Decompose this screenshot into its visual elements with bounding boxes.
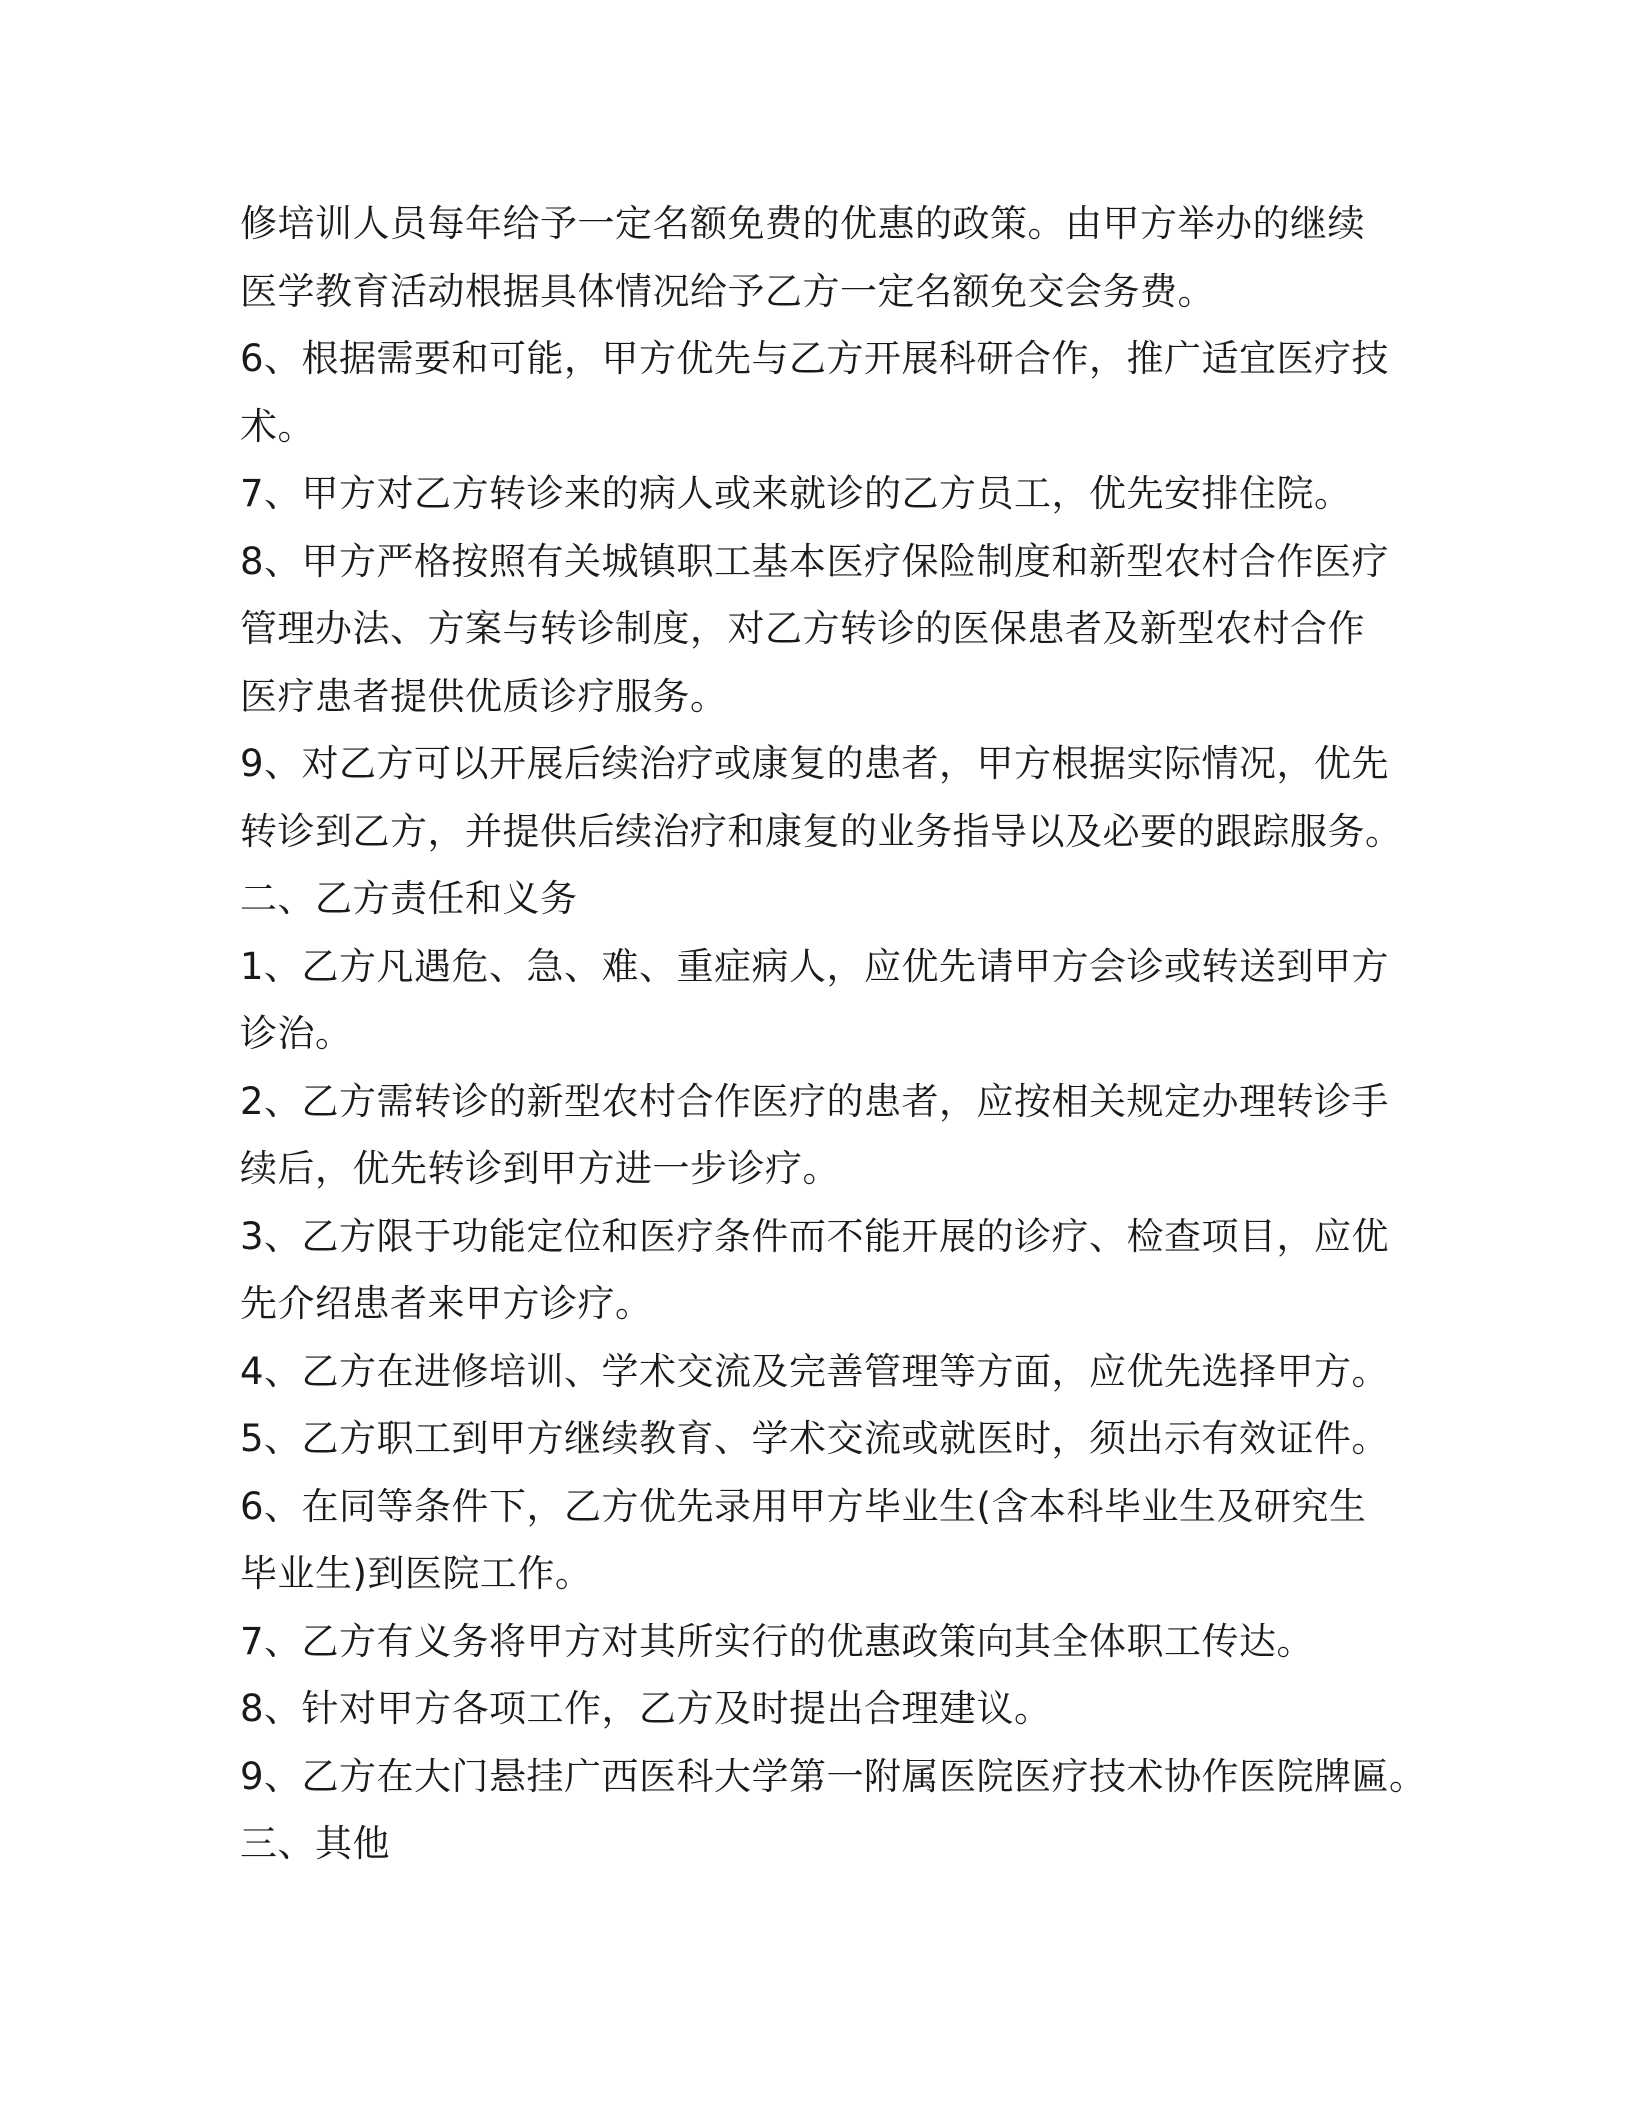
text-line-16: 3、乙方限于功能定位和医疗条件而不能开展的诊疗、检查项目，应优 (240, 1214, 1390, 1258)
text-line-18: 4、乙方在进修培训、学术交流及完善管理等方面，应优先选择甲方。 (240, 1349, 1390, 1393)
text-line-6: 8、甲方严格按照有关城镇职工基本医疗保险制度和新型农村合作医疗 (240, 539, 1390, 583)
section-heading-2: 二、乙方责任和义务 (240, 877, 578, 920)
text-line-7: 管理办法、方案与转诊制度，对乙方转诊的医保患者及新型农村合作 (240, 607, 1365, 650)
text-line-3: 6、根据需要和可能，甲方优先与乙方开展科研合作，推广适宜医疗技 (240, 337, 1390, 380)
text-line-1: 修培训人员每年给予一定名额免费的优惠的政策。由甲方举办的继续 (240, 202, 1365, 245)
text-line-12: 1、乙方凡遇危、急、难、重症病人，应优先请甲方会诊或转送到甲方 (240, 944, 1390, 988)
text-line-13: 诊治。 (240, 1012, 353, 1055)
text-line-14: 2、乙方需转诊的新型农村合作医疗的患者，应按相关规定办理转诊手 (240, 1079, 1390, 1123)
document-body (240, 190, 1427, 1878)
text-line-23: 8、针对甲方各项工作，乙方及时提出合理建议。 (240, 1687, 1052, 1730)
text-line-4: 术。 (240, 404, 315, 448)
text-line-8: 医疗患者提供优质诊疗服务。 (240, 674, 728, 718)
text-line-9: 9、对乙方可以开展后续治疗或康复的患者，甲方根据实际情况，优先 (240, 742, 1390, 785)
text-line-22: 7、乙方有义务将甲方对其所实行的优惠政策向其全体职工传达。 (240, 1619, 1315, 1663)
text-line-21: 毕业生)到医院工作。 (240, 1552, 593, 1595)
text-line-19: 5、乙方职工到甲方继续教育、学术交流或就医时，须出示有效证件。 (240, 1417, 1390, 1460)
text-line-10: 转诊到乙方，并提供后续治疗和康复的业务指导以及必要的跟踪服务。 (240, 809, 1403, 853)
text-line-15: 续后，优先转诊到甲方进一步诊疗。 (240, 1147, 840, 1190)
text-line-24: 9、乙方在大门悬挂广西医科大学第一附属医院医疗技术协作医院牌匾。 (240, 1754, 1427, 1798)
text-line-17: 先介绍患者来甲方诊疗。 (240, 1282, 653, 1325)
text-line-2: 医学教育活动根据具体情况给予乙方一定名额免交会务费。 (240, 269, 1215, 313)
text-line-5: 7、甲方对乙方转诊来的病人或来就诊的乙方员工，优先安排住院。 (240, 472, 1352, 515)
text-line-20: 6、在同等条件下，乙方优先录用甲方毕业生(含本科毕业生及研究生 (240, 1484, 1367, 1528)
section-heading-3: 三、其他 (240, 1822, 390, 1865)
